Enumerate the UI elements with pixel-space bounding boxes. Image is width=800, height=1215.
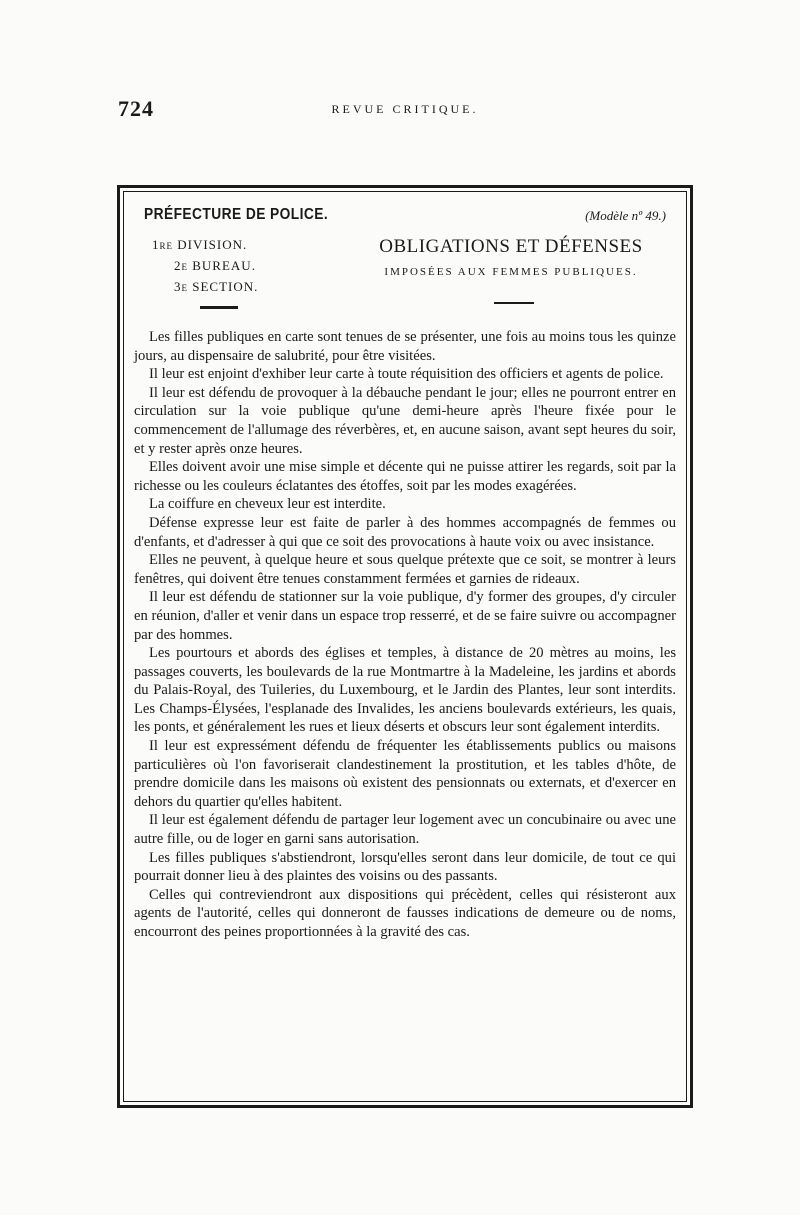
notice-subtitle: IMPOSÉES AUX FEMMES PUBLIQUES. (384, 266, 638, 278)
page-number: 724 (118, 96, 154, 121)
paragraph: Celles qui contreviendront aux dispositions qui précèdent, celles qui résisteront aux agents de l'autorité, celles qui donneront de fausses indications de demeure ou de noms, encourront des peines proportionnées à la gravité des cas. (134, 886, 676, 940)
paragraph: La coiffure en cheveux leur est interdite. (149, 496, 386, 513)
paragraph: Il leur est enjoint d'exhiber leur carte à toute réquisition des officiers et agents de police. (149, 366, 664, 383)
paragraph: Elles doivent avoir une mise simple et décente qui ne puisse attirer les regards, soit par la richesse ou les couleurs éclatantes des étoffes, soit par les modes exagérées. (134, 459, 676, 494)
paragraph: Les filles publiques en carte sont tenues de se présenter, une fois au moins tous les quinze jours, au dispensaire de salubrité, pour être visitées. (134, 329, 676, 364)
section-label: 3e SECTION. (174, 279, 259, 294)
division-label: 1re DIVISION. (152, 237, 248, 252)
running-head (118, 96, 692, 126)
notice-header (144, 206, 668, 316)
divider-rule (200, 306, 238, 309)
paragraph: Elles ne peuvent, à quelque heure et sous quelque prétexte que ce soit, se montrer à leurs fenêtres, qui doivent être tenues constamment fermées et garnies de rideaux. (134, 552, 676, 587)
paragraph: Défense expresse leur est faite de parler à des hommes accompagnés de femmes ou d'enfants, et d'adresser à qui que ce soit des provocations à haute voix ou avec insistance. (134, 514, 676, 550)
model-number: (Modèle nº 49.) (585, 208, 666, 223)
paragraph: Les filles publiques s'abstiendront, lorsqu'elles seront dans leur domicile, de tout ce qui pourrait donner lieu à des plaintes des voisins ou des passants. (134, 849, 676, 885)
paragraph: Il leur est expressément défendu de fréquenter les établissements publics ou maisons particulières où l'on favoriserait clandestinement la prostitution, et les tables d'hôte, de prendre domicile dans les maisons où existent des pensionnats ou externats, et d'exercer en dehors du quartier qu'elles habitent. (134, 738, 676, 810)
notice-body (134, 328, 676, 942)
ornament-rule (494, 302, 534, 304)
police-notice-frame (117, 185, 693, 1108)
paragraph: Les pourtours et abords des églises et temples, à distance de 20 mètres au moins, les passages couverts, les boulevards de la rue Montmartre à la Madeleine, les jardins et abords du Palais-Royal, des Tuileries, du Luxembourg, et le Jardin des Plantes, leur sont interdits. Les Champs-Élysées, l'esplanade des Invalides, les anciens boulevards extérieurs, les quais, les ponts, et généralement les rues et lieux déserts et obscurs leur sont également interdits. (134, 645, 676, 736)
prefecture-heading: PRÉFECTURE DE POLICE. (144, 206, 329, 223)
notice-title: OBLIGATIONS ET DÉFENSES (379, 236, 643, 257)
administrative-divisions (152, 234, 258, 297)
paragraph: Il leur est également défendu de partager leur logement avec un concubinaire ou avec une autre fille, ou de loger en garni sans autorisation. (134, 812, 676, 848)
bureau-label: 2e BUREAU. (174, 258, 256, 273)
paragraph: Il leur est défendu de provoquer à la débauche pendant le jour; elles ne pourront entrer en circulation sur la voie publique qu'une demi-heure après l'heure fixée pour le commencement de l'allumage des réverbères, et, en aucune saison, avant sept heures du soir, et y rester après onze heures. (134, 384, 676, 457)
paragraph: Il leur est défendu de stationner sur la voie publique, d'y former des groupes, d'y circuler en réunion, d'aller et venir dans un espace trop resserré, et de se faire suivre ou accompagner par des hommes. (134, 589, 676, 643)
journal-title: REVUE CRITIQUE. (331, 102, 479, 116)
